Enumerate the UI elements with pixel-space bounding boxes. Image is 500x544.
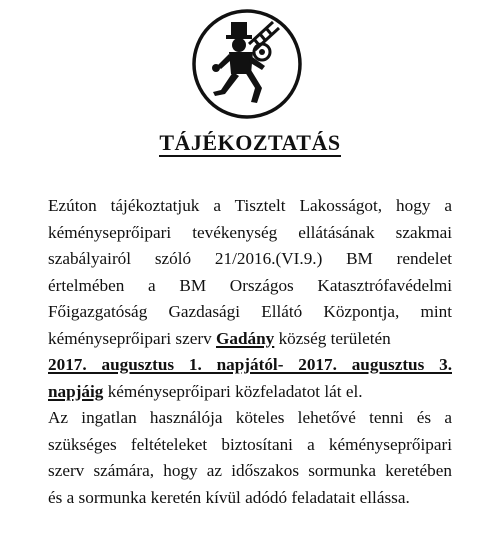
text-line: kéményseprőipari szerv Gadány község területén xyxy=(48,328,391,348)
text-line: értelmében a BM Országos Katasztrófavédelmi xyxy=(48,275,452,295)
page-title: TÁJÉKOZTATÁS xyxy=(159,130,341,155)
text-line: Ezúton tájékoztatjuk a Tisztelt Lakosságot, hogy a xyxy=(48,196,452,215)
text-line: és a sormunka keretén kívül adódó feladatait ellássa. xyxy=(48,487,410,507)
text-line: szükséges feltételeket biztosítani a kéményseprőipari xyxy=(48,434,452,454)
text-line: Főigazgatóság Gazdasági Ellátó Központja, mint xyxy=(48,302,452,321)
text-line: szabályairól szóló 21/2016.(VI.9.) BM rendelet xyxy=(48,249,452,268)
date-end: napjáig xyxy=(48,381,104,401)
text-line: szerv számára, hogy az időszakos sormunka keretében xyxy=(48,461,452,480)
text-line: kéményseprőipari tevékenység ellátásának szakmai xyxy=(48,222,452,242)
text-line: napjáig kéményseprőipari közfeladatot lát el. xyxy=(48,381,363,401)
date-range-line: 2017. augusztus 1. napjától- 2017. augusztus 3. xyxy=(48,355,452,374)
chimney-sweep-logo-icon xyxy=(191,8,303,120)
notice-body xyxy=(48,193,452,511)
municipality-name: Gadány xyxy=(216,328,275,348)
text-line: Az ingatlan használója köteles lehetővé tenni és a xyxy=(48,408,452,427)
